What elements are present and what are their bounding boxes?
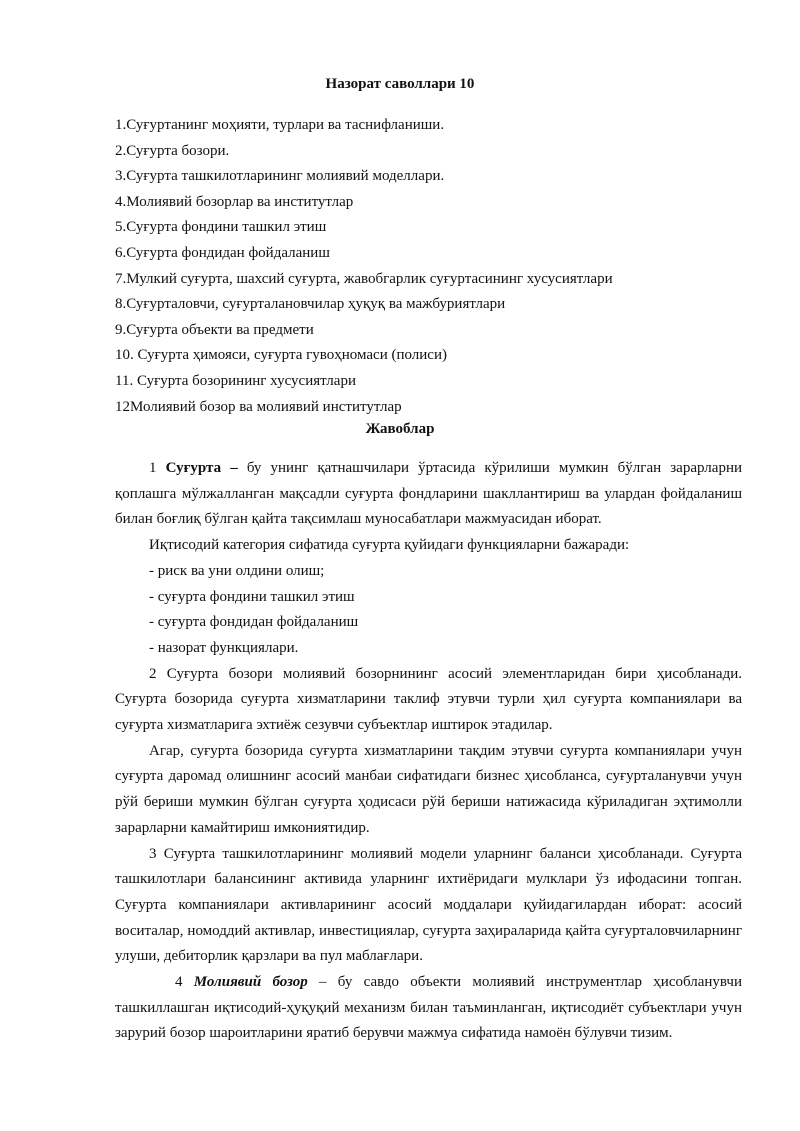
answer-1-text: бу унинг қатнашчилари ўртасида кўрилиши мумкин бўлган зарарларни қоплашга мўлжалланган мақсадли суғурта фондларини шакллантириш ва улардан фойдаланиш билан боғлиқ бўлган қайта тақсимлаш муносабатлари мажмуасидан иборат.	[115, 460, 742, 528]
list-item: 10. Суғурта ҳимояси, суғурта гувоҳномаси (полиси)	[115, 347, 447, 364]
bullet-item: - назорат функциялари.	[149, 639, 299, 656]
list-item: 12Молиявий бозор ва молиявий институтлар	[115, 398, 402, 415]
answer-number: 4	[175, 974, 194, 991]
list-item: 9.Суғурта объекти ва предмети	[115, 321, 314, 338]
list-item: 2.Суғурта бозори.	[115, 142, 230, 159]
answer-2-paragraph-1: 2 Суғурта бозори молиявий бозорнининг асосий элементларидан бири ҳисобланади. Суғурта бозорида суғурта хизматларини таклиф этувчи турли ҳил суғурта компаниялари ва суғурта хизматларига эхтиёж сезувчи субъектлар иштирок этадилар.	[115, 665, 742, 734]
bullet-item: - риск ва уни олдини олиш;	[149, 562, 325, 579]
list-item: 6.Суғурта фондидан фойдаланиш	[115, 244, 330, 261]
answer-1-intro: Иқтисодий категория сифатида суғурта қуйидаги функцияларни бажаради:	[149, 537, 630, 554]
term-financial-market: Молиявий бозор	[193, 974, 308, 991]
answer-1-paragraph	[115, 456, 742, 533]
list-item: 11. Суғурта бозорининг хусусиятлари	[115, 372, 356, 389]
questions-list	[115, 116, 755, 423]
answers-body	[115, 456, 742, 1047]
answers-heading: Жавоблар	[365, 421, 435, 437]
list-item: 5.Суғурта фондини ташкил этиш	[115, 219, 327, 236]
answer-3-paragraph: 3 Суғурта ташкилотларининг молиявий модели уларнинг баланси ҳисобланади. Суғурта ташкилотлари балансининг активида уларнинг ихтиёридаги мулклари ўз ифодасини топган. Суғурта компаниялари активларининг асосий моддалари қуйидагилардан иборат: асосий воситалар, номоддий активлар, инвестициялар, суғурта заҳираларида қайта суғурталовчиларнинг улуши, дебиторлик қарзлари ва пул маблағлари.	[115, 845, 742, 965]
list-item: 3.Суғурта ташкилотларининг молиявий моделлари.	[115, 168, 445, 185]
answer-4-text: – бу савдо объекти молиявий инструментлар ҳисобланувчи ташкиллашган иқтисодий-ҳуқуқий механизм билан таъминланган, иқтисодиёт субъектлари учун зарурий бозор шароитларини яратиб берувчи мажмуа сифатида намоён бўлувчи тизим.	[115, 974, 743, 1042]
list-item: 8.Суғурталовчи, суғурталановчилар ҳуқуқ ва мажбуриятлари	[115, 296, 506, 313]
term-insurance: Суғурта –	[165, 460, 238, 476]
page-title: Назорат саволлари 10	[325, 76, 475, 92]
answer-2-paragraph-2: Агар, суғурта бозорида суғурта хизматларини тақдим этувчи суғурта компаниялари учун суғурта даромад олишнинг асосий манбаи сифатидаги бизнес ҳисобланса, суғурталанувчи учун рўй бериши мумкин бўлган суғурта ҳодисаси рўй бериши натижасида кўриладиган эҳтимолли зарарларни камайтириш имкониятидир.	[115, 742, 742, 836]
list-item: 1.Суғуртанинг моҳияти, турлари ва таснифланиши.	[115, 117, 445, 133]
bullet-item: - суғурта фондини ташкил этиш	[149, 588, 355, 605]
answer-number: 1	[149, 460, 166, 476]
bullet-item: - суғурта фондидан фойдаланиш	[149, 614, 359, 631]
list-item: 4.Молиявий бозорлар ва институтлар	[115, 193, 354, 210]
answer-4-paragraph	[115, 970, 742, 1047]
list-item: 7.Мулкий суғурта, шахсий суғурта, жавобгарлик суғуртасининг хусусиятлари	[115, 270, 613, 287]
